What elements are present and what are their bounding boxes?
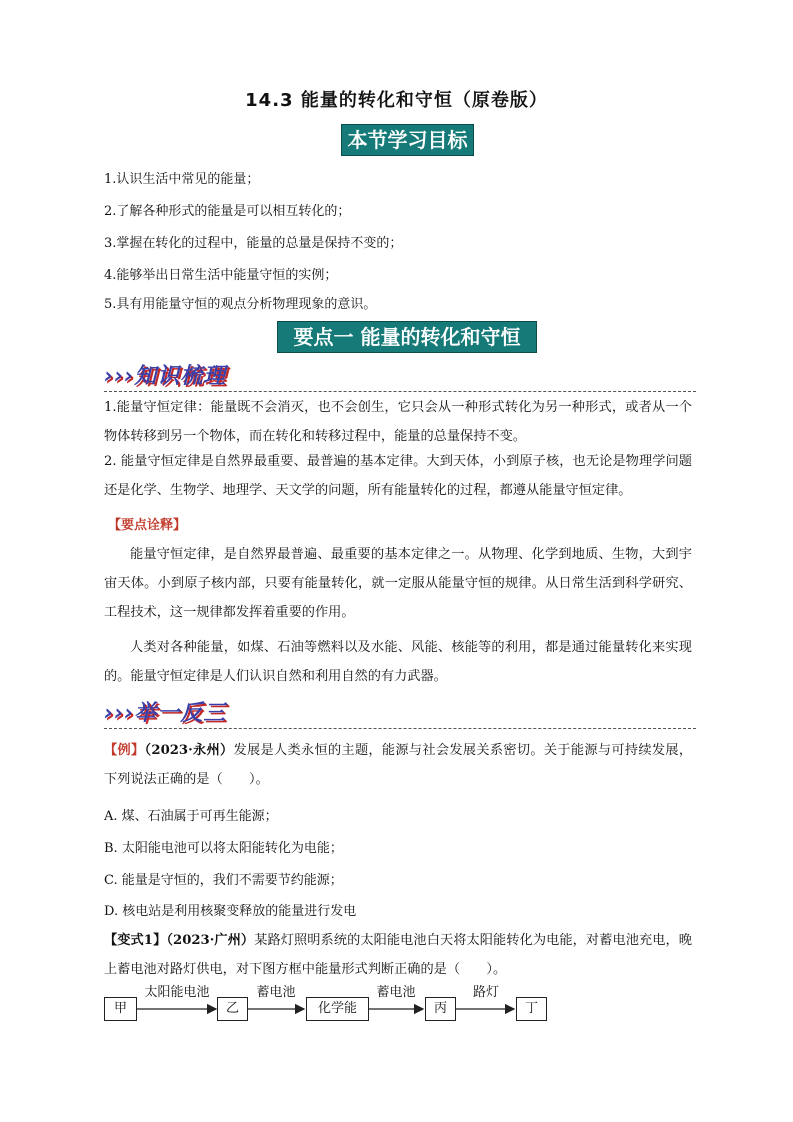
objectives-banner: 本节学习目标: [341, 124, 474, 156]
example-label: 【例】: [104, 743, 145, 758]
flow-box-yi: 乙: [217, 997, 248, 1021]
paragraph-law-importance: 2. 能量守恒定律是自然界最重要、最普遍的基本定律。大到天体，小到原子核，也无论是物理学问题还是化学、生物学、地理学、天文学的问题，所有能量转化的过程，都遵从能量守恒定律。: [104, 454, 692, 498]
variant1-source: （2023·广州）: [166, 933, 255, 948]
paragraph-law-definition: 1.能量守恒定律：能量既不会消灭，也不会创生，它只会从一种形式转化为另一种形式，或者从一个物体转移到另一个物体，而在转化和转移过程中，能量的总量保持不变。: [104, 400, 692, 444]
option-a: A. 煤、石油属于可再生能源；: [104, 809, 278, 824]
option-b: B. 太阳能电池可以将太阳能转化为电能；: [104, 841, 343, 856]
variant1-question: [104, 926, 692, 984]
knowledge-header: [104, 360, 696, 394]
divider: [104, 728, 696, 729]
example-stem: 发展是人类永恒的主题，能源与社会发展关系密切。关于能源与可持续发展，下列说法正确的是（ ）。: [104, 743, 693, 787]
variant1-label: 【变式1】: [104, 933, 167, 948]
example-question: [104, 736, 692, 794]
option-d: D. 核电站是利用核聚变释放的能量进行发电: [104, 904, 357, 919]
option-c: C. 能量是守恒的，我们不需要节约能源；: [104, 873, 343, 888]
paragraph-note-1: 能量守恒定律，是自然界最普遍、最重要的基本定律之一。从物理、化学到地质、生物，大到宇宙天体。小到原子核内部，只要有能量转化，就一定服从能量守恒的规律。从日常生活到科学研究、工程技术，这一规律都发挥着重要的作用。: [104, 547, 692, 620]
note-label: 【要点诠释】: [108, 518, 187, 533]
practice-header: [104, 697, 696, 731]
knowledge-header-label: ›››知识梳理: [104, 364, 227, 389]
flow-box-chemical: 化学能: [306, 997, 369, 1021]
flow-box-ding: 丁: [516, 997, 547, 1021]
objective-item: 4.能够举出日常生活中能量守恒的实例；: [104, 268, 338, 283]
objective-item: 5.具有用能量守恒的观点分析物理现象的意识。: [104, 297, 377, 312]
flow-box-jia: 甲: [104, 997, 137, 1021]
energy-flow-diagram: [104, 985, 564, 1030]
objective-item: 3.掌握在转化的过程中，能量的总量是保持不变的；: [104, 236, 403, 251]
point1-banner: 要点一 能量的转化和守恒: [277, 321, 537, 353]
flow-arrow-label: 路灯: [472, 985, 499, 1000]
flow-box-bing: 丙: [425, 997, 456, 1021]
page-title: 14.3 能量的转化和守恒（原卷版）: [245, 90, 548, 111]
flow-arrow-label: 蓄电池: [376, 985, 416, 1000]
flow-arrow-label: 蓄电池: [256, 985, 296, 1000]
objective-item: 1.认识生活中常见的能量；: [104, 172, 260, 187]
example-source: （2023·永州）: [144, 743, 234, 758]
objective-item: 2.了解各种形式的能量是可以相互转化的；: [104, 204, 351, 219]
variant1-stem: 某路灯照明系统的太阳能电池白天将太阳能转化为电能，对蓄电池充电，晚上蓄电池对路灯供电，对下图方框中能量形式判断正确的是（ ）。: [104, 933, 692, 977]
paragraph-note-2: 人类对各种能量，如煤、石油等燃料以及水能、风能、核能等的利用，都是通过能量转化来实现的。能量守恒定律是人们认识自然和利用自然的有力武器。: [104, 640, 692, 684]
flow-arrow-label: 太阳能电池: [144, 985, 210, 1000]
practice-header-label: ›››举一反三: [104, 701, 227, 726]
divider: [104, 391, 696, 392]
